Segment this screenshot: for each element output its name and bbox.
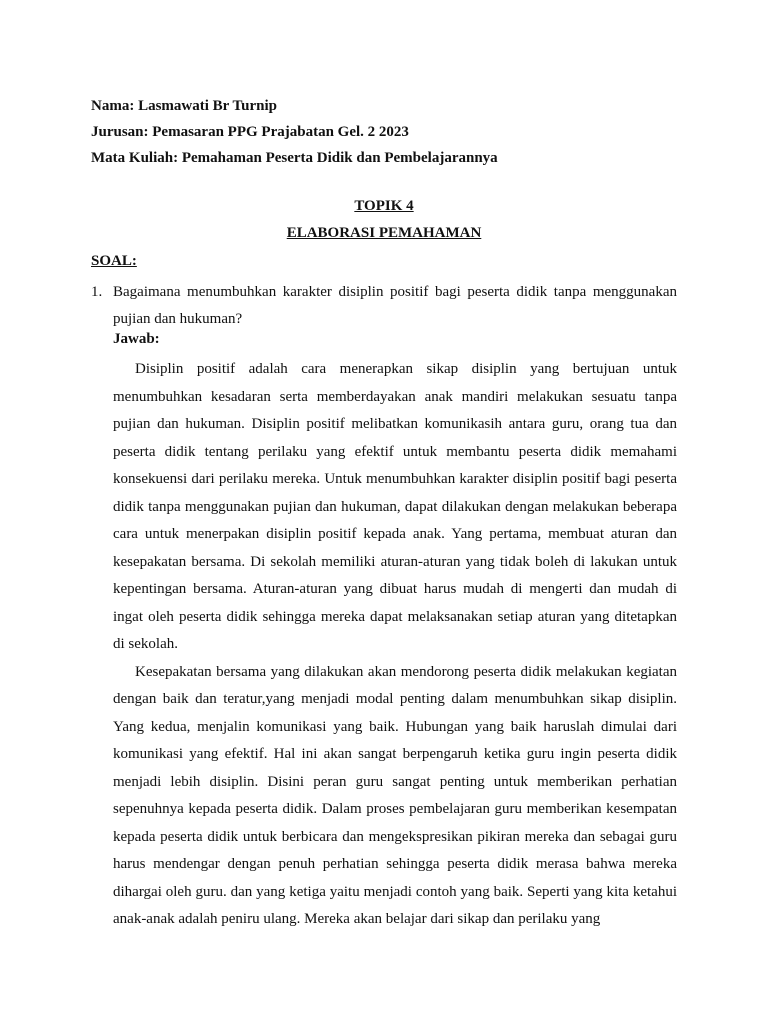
topic-title: TOPIK 4 [354, 198, 414, 214]
question-text: Bagaimana menumbuhkan karakter disiplin positif bagi peserta didik tanpa menggunakan pujian dan hukuman? [113, 284, 677, 327]
answer-paragraph: Kesepakatan bersama yang dilakukan akan mendorong peserta didik melakukan kegiatan dengan baik dan teratur,yang menjadi modal penting dalam menumbuhkan sikap disiplin. Yang kedua, menjalin komunikasi yang baik. Hubungan yang baik haruslah dimulai dari komunikasi yang efektif. Hal ini akan sangat berpengaruh ketika guru ingin peserta didik menjadi lebih disiplin. Disini peran guru sangat penting untuk memberikan perhatian sepenuhnya kepada peserta didik. Dalam proses pembelajaran guru memberikan kesempatan kepada peserta didik untuk berbicara dan mengekspresikan pikiran mereka dan sebagai guru harus mendengar dengan penuh perhatian sehingga peserta didik merasa bahwa mereka dihargai oleh guru. dan yang ketiga yaitu menjadi contoh yang baik. Seperti yang kita ketahui anak-anak adalah peniru ulang. Mereka akan belajar dari sikap dan perilaku yang [113, 663, 677, 927]
question-item [91, 279, 677, 332]
section-title: ELABORASI PEMAHAMAN [286, 225, 482, 241]
course-name: Mata Kuliah: Pemahaman Peserta Didik dan Pembelajarannya [91, 150, 498, 166]
answer-heading: Jawab: [113, 331, 160, 347]
answer-paragraph: Disiplin positif adalah cara menerapkan sikap disiplin yang bertujuan untuk menumbuhkan kesadaran serta memberdayakan anak mandiri melakukan sesuatu tanpa pujian dan hukuman. Disiplin positif melibatkan komunikasih antara guru, orang tua dan peserta didik tentang perilaku yang efektif untuk membantu peserta didik memahami konsekuensi dari perilaku mereka. Untuk menumbuhkan karakter disiplin positif bagi peserta didik tanpa menggunakan pujian dan hukuman, dapat dilakukan dengan melakukan beberapa cara untuk menerpakan disiplin positif kepada anak. Yang pertama, membuat aturan dan kesepakatan bersama. Di sekolah memiliki aturan-aturan yang tidak boleh di lakukan untuk kepentingan bersama. Aturan-aturan yang dibuat harus mudah di mengerti dan mudah di ingat oleh peserta didik sehingga mereka dapat melaksanakan setiap aturan yang ditetapkan di sekolah. [113, 361, 677, 652]
document-header [91, 93, 691, 171]
answer-body [113, 356, 677, 934]
student-name: Nama: Lasmawati Br Turnip [91, 98, 278, 114]
question-number: 1. [91, 284, 103, 300]
student-major: Jurusan: Pemasaran PPG Prajabatan Gel. 2 2023 [91, 124, 409, 140]
question-heading: SOAL: [91, 253, 137, 269]
